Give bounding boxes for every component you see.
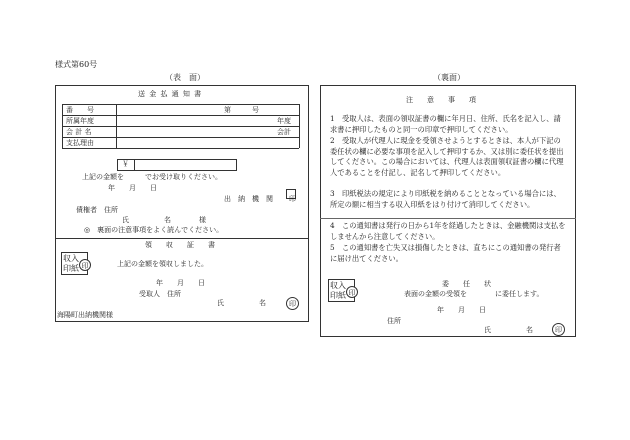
issue-date: 年 月 日	[108, 184, 157, 192]
receiver-name-label: 氏 名	[217, 299, 266, 307]
proxy-date: 年 月 日	[437, 306, 486, 314]
back-stamp-seal-icon: 印	[346, 286, 358, 298]
front-title: 送 金 払 通 知 書	[138, 90, 203, 98]
reverse-side-note: ◎ 裏面の注意事項をよく読んでください。	[84, 226, 224, 234]
receipt-title: 領 収 証 書	[145, 241, 215, 249]
form-number: 様式第60号	[55, 60, 98, 69]
amount-instruction: 上記の金額を でお受け取りください。	[82, 173, 222, 181]
row-label-reason: 支払理由	[66, 139, 94, 147]
creditor-name-label: 氏 名 様	[122, 216, 206, 224]
back-stamp-line1: 収入	[330, 281, 346, 290]
issuer-seal-label: 印	[289, 195, 296, 203]
receiver-address-label: 受取人 住所	[139, 290, 181, 298]
stamp-line1: 収入	[63, 254, 79, 263]
note-item-4: 4 この通知書は発行の日から1年を経過したときは、金融機関は支払をしませんから注意してください。	[330, 221, 566, 241]
back-stamp-line2: 印紙	[330, 291, 346, 300]
back-revenue-stamp-box	[328, 279, 355, 302]
notes-divider	[320, 218, 576, 219]
stamp-seal-icon: 印	[79, 259, 91, 271]
receipt-date: 年 月 日	[156, 279, 205, 287]
proxy-address-label: 住所	[387, 317, 401, 325]
footer-recipient: 海陽町出納機関様	[57, 311, 113, 319]
yen-sign: ￥	[122, 160, 129, 168]
proxy-title: 委 任 状	[442, 280, 491, 288]
note-item-1: 1 受取人は、表面の領収証書の欄に年月日、住所、氏名を記入し、請求書に押印したものと同一の印章で押印してください。	[330, 114, 561, 134]
front-heading: （表 面）	[165, 73, 205, 82]
proxy-name-label: 氏 名	[484, 326, 533, 334]
row-label-number: 番 号	[66, 106, 94, 114]
creditor-address-label: 債権者 住所	[76, 206, 118, 214]
row-suffix-fiscal-year: 年度	[277, 117, 291, 125]
row-label-account: 会 計 名	[66, 128, 92, 136]
note-item-2: 2 受取人が代理人に現金を受領させようとするときは、本人が下記の委任状の欄に必要な事項を記入して押印するか、又は別に委任状を提出してください。この場合においては、代理人は表面領収証書の欄に代理人であることを付記し、記名して押印してください。	[330, 136, 564, 177]
row-suffix-account: 会計	[277, 128, 291, 136]
back-heading: （裏面）	[433, 73, 465, 82]
back-title: 注 意 事 項	[406, 96, 476, 104]
row-label-fiscal-year: 所属年度	[66, 117, 94, 125]
stamp-line2: 印紙	[63, 264, 79, 273]
issuer-label: 出 納 機 関	[224, 195, 273, 203]
note-item-3: 3 印紙税法の規定により印紙税を納めることとなっている場合には、所定の額に相当する収入印紙をはり付けて消印してください。	[330, 189, 561, 209]
receipt-statement: 上記の金額を領収しました。	[117, 260, 208, 268]
receiver-seal-icon: 印	[286, 297, 299, 310]
proxy-statement: 表面の金額の受領を に委任します。	[404, 290, 544, 298]
proxy-seal-icon: 印	[552, 323, 565, 336]
revenue-stamp-box	[61, 252, 88, 275]
amount-box	[117, 159, 237, 171]
row-suffix-number: 第 号	[224, 106, 259, 114]
note-item-5: 5 この通知書を亡失又は損傷したときは、直ちにこの通知書の発行者に届け出てください。	[330, 243, 561, 263]
